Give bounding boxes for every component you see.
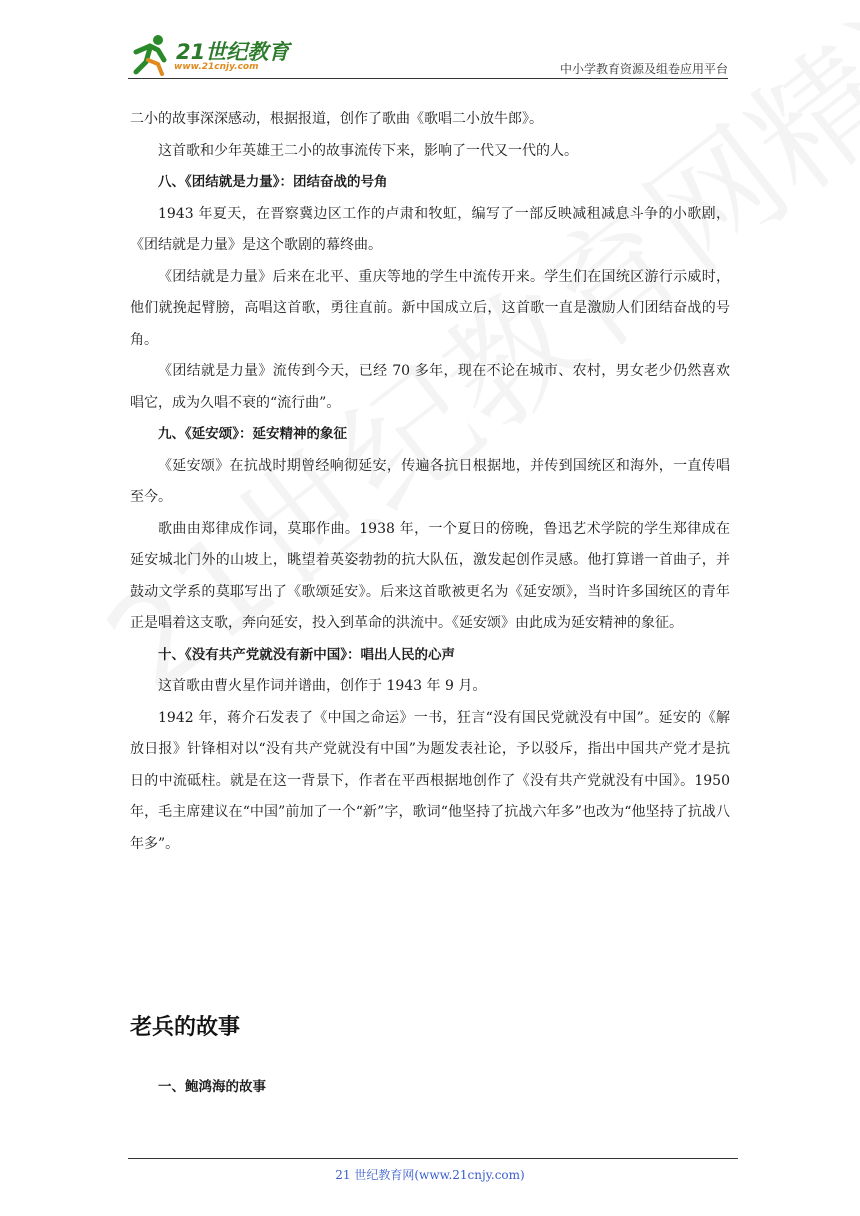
paragraph: 二小的故事深深感动，根据报道，创作了歌曲《歌唱二小放牛郎》。 bbox=[130, 111, 543, 127]
paragraph: 《团结就是力量》后来在北平、重庆等地的学生中流传开来。学生们在国统区游行示威时，他们就挽起臂膀，高唱这首歌，勇往直前。新中国成立后，这首歌一直是激励人们团结奋战的号角。 bbox=[130, 268, 730, 348]
platform-title: 中小学教育资源及组卷应用平台 bbox=[559, 62, 728, 76]
section-title: 老兵的故事 bbox=[130, 1015, 241, 1040]
paragraph: 1943 年夏天，在晋察冀边区工作的卢肃和牧虹，编写了一部反映减租减息斗争的小歌剧，《团结就是力量》是这个歌剧的幕终曲。 bbox=[130, 205, 730, 253]
subheading-9: 九、《延安颂》：延安精神的象征 bbox=[158, 426, 347, 442]
logo-text: 21世纪教育 bbox=[176, 40, 290, 64]
subheading-8: 八、《团结就是力量》：团结奋战的号角 bbox=[158, 174, 388, 190]
paragraph: 《延安颂》在抗战时期曾经响彻延安，传遍各抗日根据地，并传到国统区和海外，一直传唱至今。 bbox=[130, 457, 730, 505]
footer-link[interactable]: 21 世纪教育网(www.21cnjy.com) bbox=[335, 1168, 525, 1182]
paragraph: 这首歌由曹火星作词并谱曲，创作于 1943 年 9 月。 bbox=[158, 678, 487, 694]
logo bbox=[128, 32, 308, 76]
document-body bbox=[130, 104, 730, 860]
runner-icon bbox=[128, 32, 174, 76]
paragraph: 这首歌和少年英雄王二小的故事流传下来，影响了一代又一代的人。 bbox=[158, 142, 578, 159]
paragraph: 《团结就是力量》流传到今天，已经 70 多年，现在不论在城市、农村，男女老少仍然喜欢唱它，成为久唱不衰的“流行曲”。 bbox=[130, 363, 730, 411]
logo-url: www.21cnjy.com bbox=[174, 62, 259, 72]
footer-divider bbox=[128, 1158, 738, 1159]
page-header bbox=[128, 30, 728, 79]
paragraph: 1942 年，蒋介石发表了《中国之命运》一书，狂言“没有国民党就没有中国”。延安的《解放日报》针锋相对以“没有共产党就没有中国”为题发表社论，予以驳斥，指出中国共产党才是抗日的中流砥柱。就是在这一背景下，作者在平西根据地创作了《没有共产党就没有中国》。1950 年，毛主席建议在“中国”前加了一个“新”字，歌词“他坚持了抗战六年多”也改为“他坚持了抗战八年多”。 bbox=[130, 709, 730, 852]
subheading-10: 十、《没有共产党就没有新中国》：唱出人民的心声 bbox=[158, 646, 455, 663]
section-subheading: 一、鲍鸿海的故事 bbox=[158, 1079, 266, 1095]
paragraph: 歌曲由郑律成作词，莫耶作曲。1938 年，一个夏日的傍晚，鲁迅艺术学院的学生郑律成在延安城北门外的山坡上，眺望着英姿勃勃的抗大队伍，激发起创作灵感。他打算谱一首曲子，并鼓动文学系的莫耶写出了《歌颂延安》。后来这首歌被更名为《延安颂》，当时许多国统区的青年正是唱着这支歌，奔向延安，投入到革命的洪流中。《延安颂》由此成为延安精神的象征。 bbox=[130, 520, 730, 631]
